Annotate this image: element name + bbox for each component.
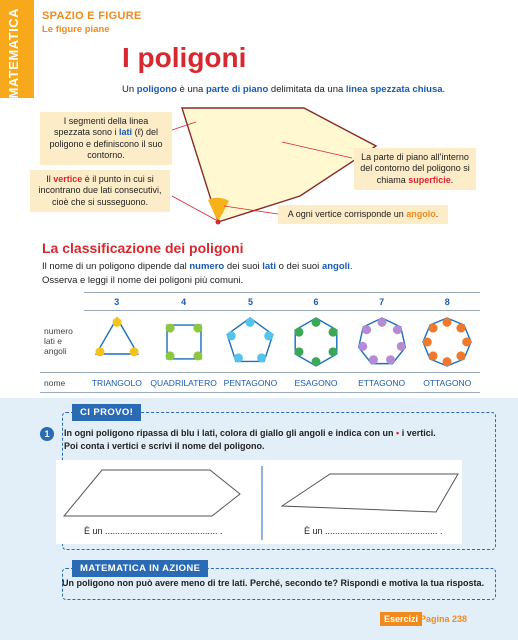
classification-text: Il nome di un poligono dipende dal numero dei suoi lati o dei suoi angoli. Osserva e leggi il nome dei poligoni più comuni. — [42, 261, 353, 286]
action-question: Un poligono non può avere meno di tre lati. Perché, secondo te? Rispondi e motiva la tua risposta. — [62, 578, 485, 588]
note-surface: La parte di piano all'interno del contorno del poligono si chiama superficie. — [354, 148, 476, 190]
name-cell: OTTAGONO — [414, 373, 480, 393]
row-label-name: nome — [40, 373, 84, 393]
name-cell: QUADRILATERO — [150, 373, 218, 393]
action-badge: MATEMATICA IN AZIONE — [72, 560, 208, 577]
name-cell: ESAGONO — [283, 373, 349, 393]
count-cell: 4 — [150, 293, 218, 311]
count-cell: 3 — [84, 293, 150, 311]
exercises-page[interactable]: Pagina 238 — [420, 614, 468, 624]
subject-label: MATEMATICA — [6, 8, 21, 99]
exercise-number: 1 — [40, 427, 54, 441]
try-badge: CI PROVO! — [72, 404, 141, 421]
classification-heading: La classificazione dei poligoni — [42, 240, 244, 256]
exercises-link[interactable]: Esercizi — [380, 612, 422, 626]
name-cell: PENTAGONO — [218, 373, 284, 393]
answer-line-2[interactable]: È un ............................................. . — [304, 526, 443, 536]
answer-line-1[interactable]: È un ............................................. . — [84, 526, 223, 536]
exercise-pentagon — [64, 470, 240, 516]
count-cell: 6 — [283, 293, 349, 311]
subsection-title: Le figure piane — [42, 24, 110, 35]
count-cell: 5 — [218, 293, 284, 311]
count-cell: 8 — [414, 293, 480, 311]
note-sides: I segmenti della linea spezzata sono i lati (ℓ) del poligono e definiscono il suo contorno. — [40, 112, 172, 165]
name-cell: ETTAGONO — [349, 373, 415, 393]
row-label-count: numero lati e angoli — [44, 326, 73, 357]
name-cell: TRIANGOLO — [84, 373, 150, 393]
count-cell: 7 — [349, 293, 415, 311]
page-title: I poligoni — [122, 42, 247, 73]
exercise-instructions: In ogni poligono ripassa di blu i lati, colora di giallo gli angoli e indica con un • i vertici. Poi conta i vertici e scrivi il nome del poligono. — [64, 428, 436, 452]
section-title: SPAZIO E FIGURE — [42, 10, 142, 22]
exercise-quadrilateral — [282, 474, 458, 512]
note-vertex: Il vertice è il punto in cui si incontrano due lati consecutivi, cioè che si susseguono. — [30, 170, 170, 212]
note-angle: A ogni vertice corrisponde un angolo. — [278, 205, 448, 224]
intro-text: Un poligono è una parte di piano delimitata da una linea spezzata chiusa. — [122, 84, 446, 95]
